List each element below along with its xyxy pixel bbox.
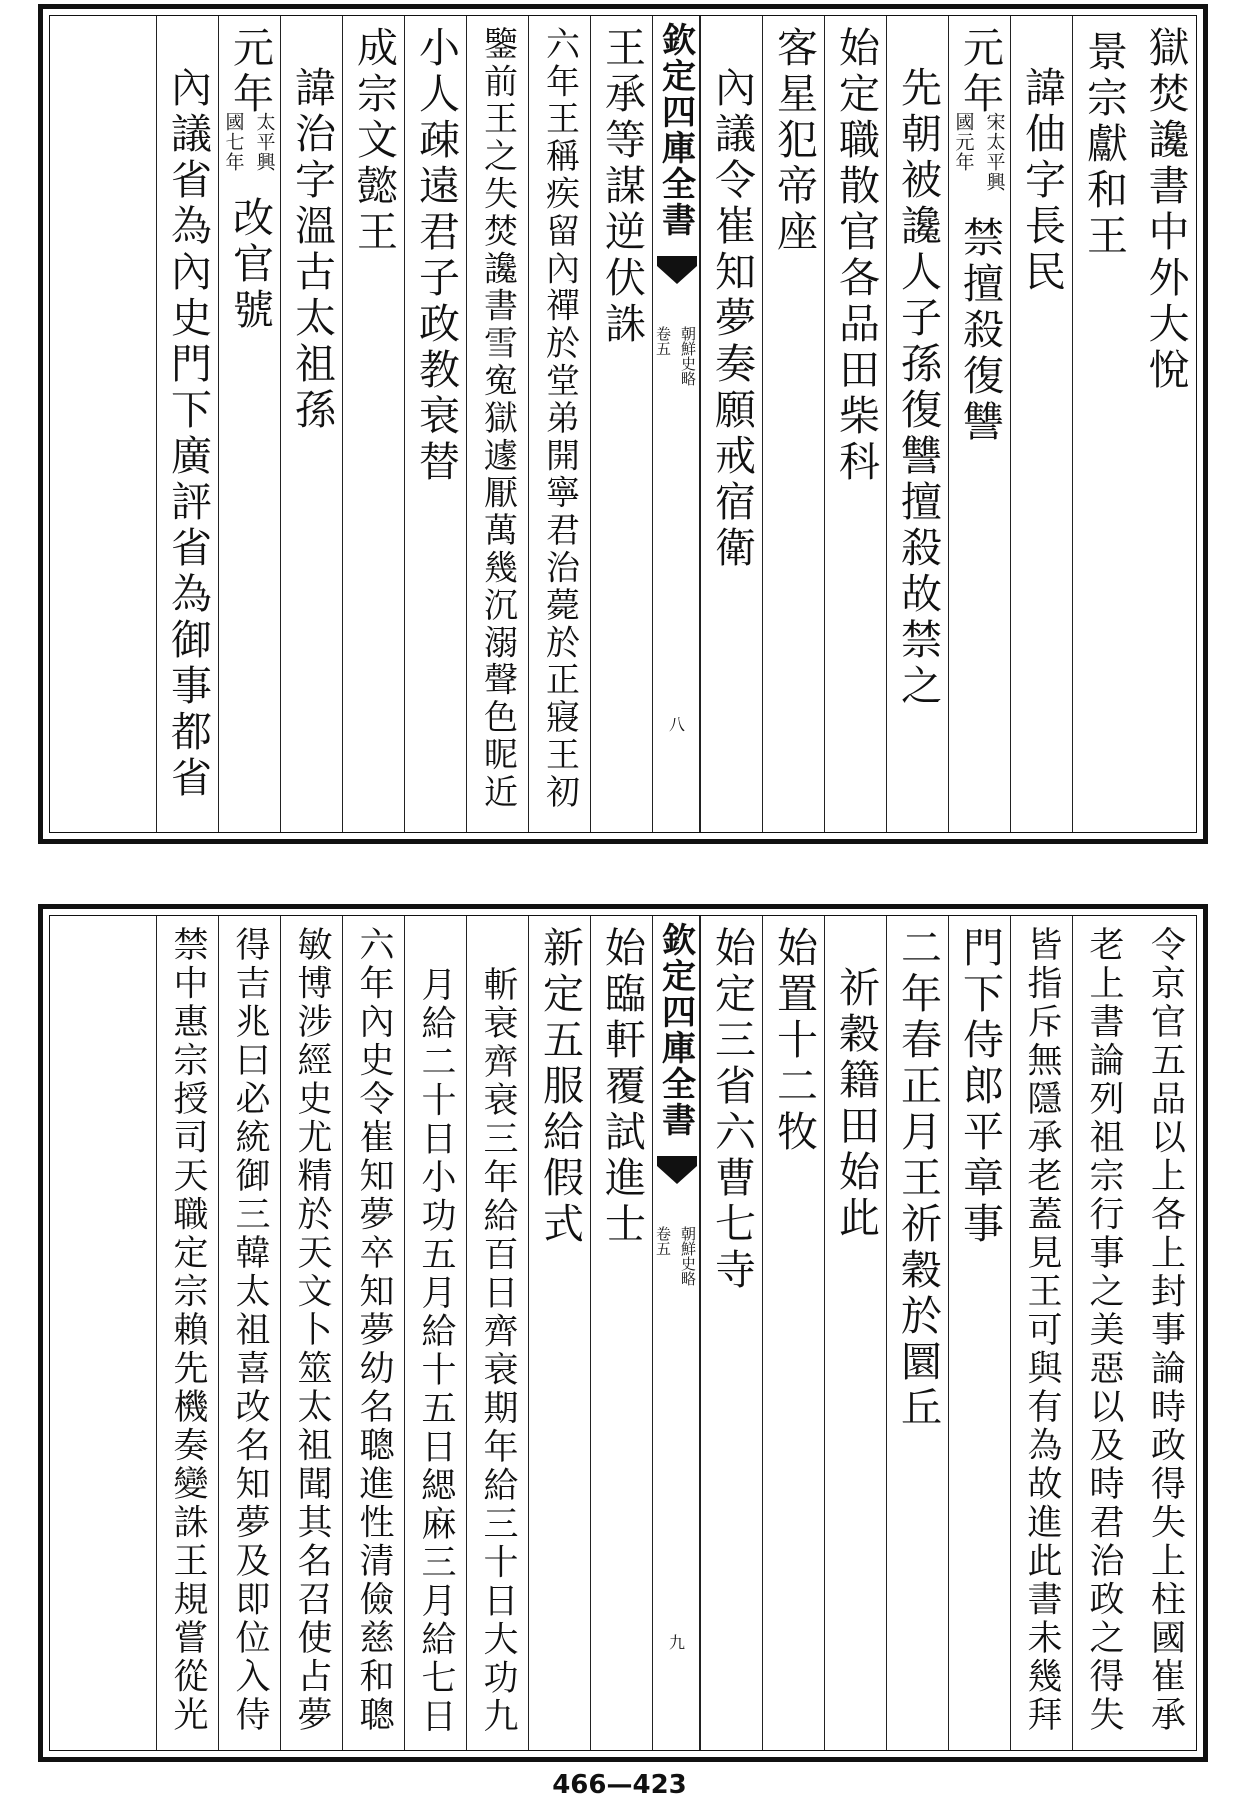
- text-column: [948, 16, 1010, 832]
- volume-label: [653, 326, 699, 386]
- upper-page-frame: [49, 15, 1197, 833]
- fishtail-mark-icon: [657, 1156, 697, 1186]
- column-text: 諱治字溫古太祖孫: [288, 66, 336, 434]
- page-number: 九: [666, 1634, 686, 1650]
- note-line: 宋太平興: [983, 112, 1006, 192]
- interlinear-note: [951, 112, 1009, 192]
- lower-page-frame: [49, 915, 1197, 1751]
- page-number: 八: [666, 716, 686, 732]
- text-column: [528, 916, 590, 1750]
- text-column: [342, 916, 404, 1750]
- text-column: [886, 916, 948, 1750]
- note-line: 國七年: [222, 112, 245, 172]
- text-column: [404, 16, 466, 832]
- book-title: 欽定四庫全書: [655, 922, 696, 1138]
- note-line: 國元年: [952, 112, 975, 172]
- text-column: [342, 16, 404, 832]
- column-text: 諱伷字長民: [1018, 66, 1066, 296]
- column-text: 始定三省六曹七寺: [708, 926, 756, 1294]
- text-column: [700, 16, 762, 832]
- column-text: 始定職散官各品田柴科: [832, 26, 880, 486]
- text-column: [218, 916, 280, 1750]
- upper-page: [38, 4, 1208, 844]
- text-column: [1072, 16, 1134, 832]
- column-text: 禁中惠宗授司天職定宗賴先機奏變誅王規嘗從光: [168, 926, 208, 1735]
- column-text: 成宗文懿王: [350, 26, 398, 256]
- column-text: 始臨軒覆試進士: [598, 926, 646, 1248]
- column-text: 祈穀籍田始此: [832, 966, 880, 1242]
- text-column: [762, 916, 824, 1750]
- column-text: 鑒前王之失焚讒書雪寃獄遽厭萬幾沉溺聲色昵近: [477, 26, 518, 812]
- column-text: 元年: [956, 26, 1004, 118]
- column-text: 始置十二牧: [770, 926, 818, 1156]
- column-text: 獄焚讒書中外大悅: [1141, 26, 1190, 394]
- text-column: [590, 16, 652, 832]
- text-column: [528, 16, 590, 832]
- interlinear-note: [221, 112, 279, 172]
- lower-page: [38, 904, 1208, 1762]
- text-column: [886, 16, 948, 832]
- column-text: 客星犯帝座: [770, 26, 818, 256]
- column-text: 老上書論列祖宗行事之美惡以及時君治政之得失: [1084, 926, 1124, 1735]
- column-text: 令京官五品以上各上封事論時政得失上柱國崔承: [1145, 926, 1186, 1735]
- volume-title: 朝鮮史略: [679, 1226, 697, 1286]
- column-text: 禁擅殺復讐: [956, 216, 1004, 446]
- page-footer-number: 466—423: [552, 1770, 687, 1800]
- text-column: [466, 916, 528, 1750]
- column-text: 皆指斥無隱承老蓋見王可與有為故進此書未幾拜: [1022, 926, 1062, 1735]
- column-text: 小人疎遠君子政教衰替: [412, 26, 460, 486]
- column-text: 斬衰齊衰三年給百日齊衰期年給三十日大功九: [478, 966, 518, 1736]
- text-column: [762, 16, 824, 832]
- column-text: 內議令崔知夢奏願戒宿衛: [708, 66, 756, 572]
- column-text: 內議省為內史門下廣評省為御事都省: [164, 66, 212, 802]
- text-column: [466, 16, 528, 832]
- text-column: [824, 916, 886, 1750]
- volume-label: [653, 1226, 699, 1286]
- text-column: [280, 916, 342, 1750]
- text-column: [1072, 916, 1134, 1750]
- column-text: 新定五服給假式: [536, 926, 584, 1248]
- note-line: 太平興: [253, 112, 276, 172]
- fishtail-mark-icon: [657, 256, 697, 286]
- text-column: [404, 916, 466, 1750]
- column-text: 敏博涉經史尤精於天文卜筮太祖聞其名召使占夢: [292, 926, 332, 1735]
- text-column: [1134, 16, 1196, 832]
- text-column: [156, 16, 218, 832]
- text-column: [948, 916, 1010, 1750]
- text-column: [1010, 916, 1072, 1750]
- text-column: [156, 916, 218, 1750]
- volume-title: 朝鮮史略: [679, 326, 697, 386]
- text-column: [218, 16, 280, 832]
- text-column: [1134, 916, 1196, 1750]
- column-text: 先朝被讒人子孫復讐擅殺故禁之: [894, 66, 942, 710]
- book-title: 欽定四庫全書: [655, 22, 696, 238]
- column-text: 六年王稱疾留內禪於堂弟開寧君治薨於正寢王初: [539, 26, 580, 812]
- column-text: 二年春正月王祈穀於圜丘: [894, 926, 942, 1432]
- volume-number: 卷五: [654, 326, 672, 356]
- volume-number: 卷五: [654, 1226, 672, 1256]
- text-column: [590, 916, 652, 1750]
- column-text: 得吉兆曰必統御三韓太祖喜改名知夢及即位入侍: [230, 926, 270, 1735]
- column-text: 景宗獻和王: [1080, 30, 1128, 260]
- column-text: 門下侍郎平章事: [956, 926, 1004, 1248]
- column-text: 元年: [226, 26, 274, 118]
- column-text: 改官號: [226, 196, 274, 334]
- column-text: 六年內史令崔知夢卒知夢幼名聰進性清儉慈和聰: [354, 926, 394, 1735]
- center-gutter: [652, 16, 700, 832]
- column-text: 月給二十日小功五月給十五日緦麻三月給七日: [416, 966, 456, 1736]
- text-column: [700, 916, 762, 1750]
- center-gutter: [652, 916, 700, 1750]
- text-column: [280, 16, 342, 832]
- text-column: [1010, 16, 1072, 832]
- column-text: 王承等謀逆伏誅: [598, 26, 646, 348]
- text-column: [824, 16, 886, 832]
